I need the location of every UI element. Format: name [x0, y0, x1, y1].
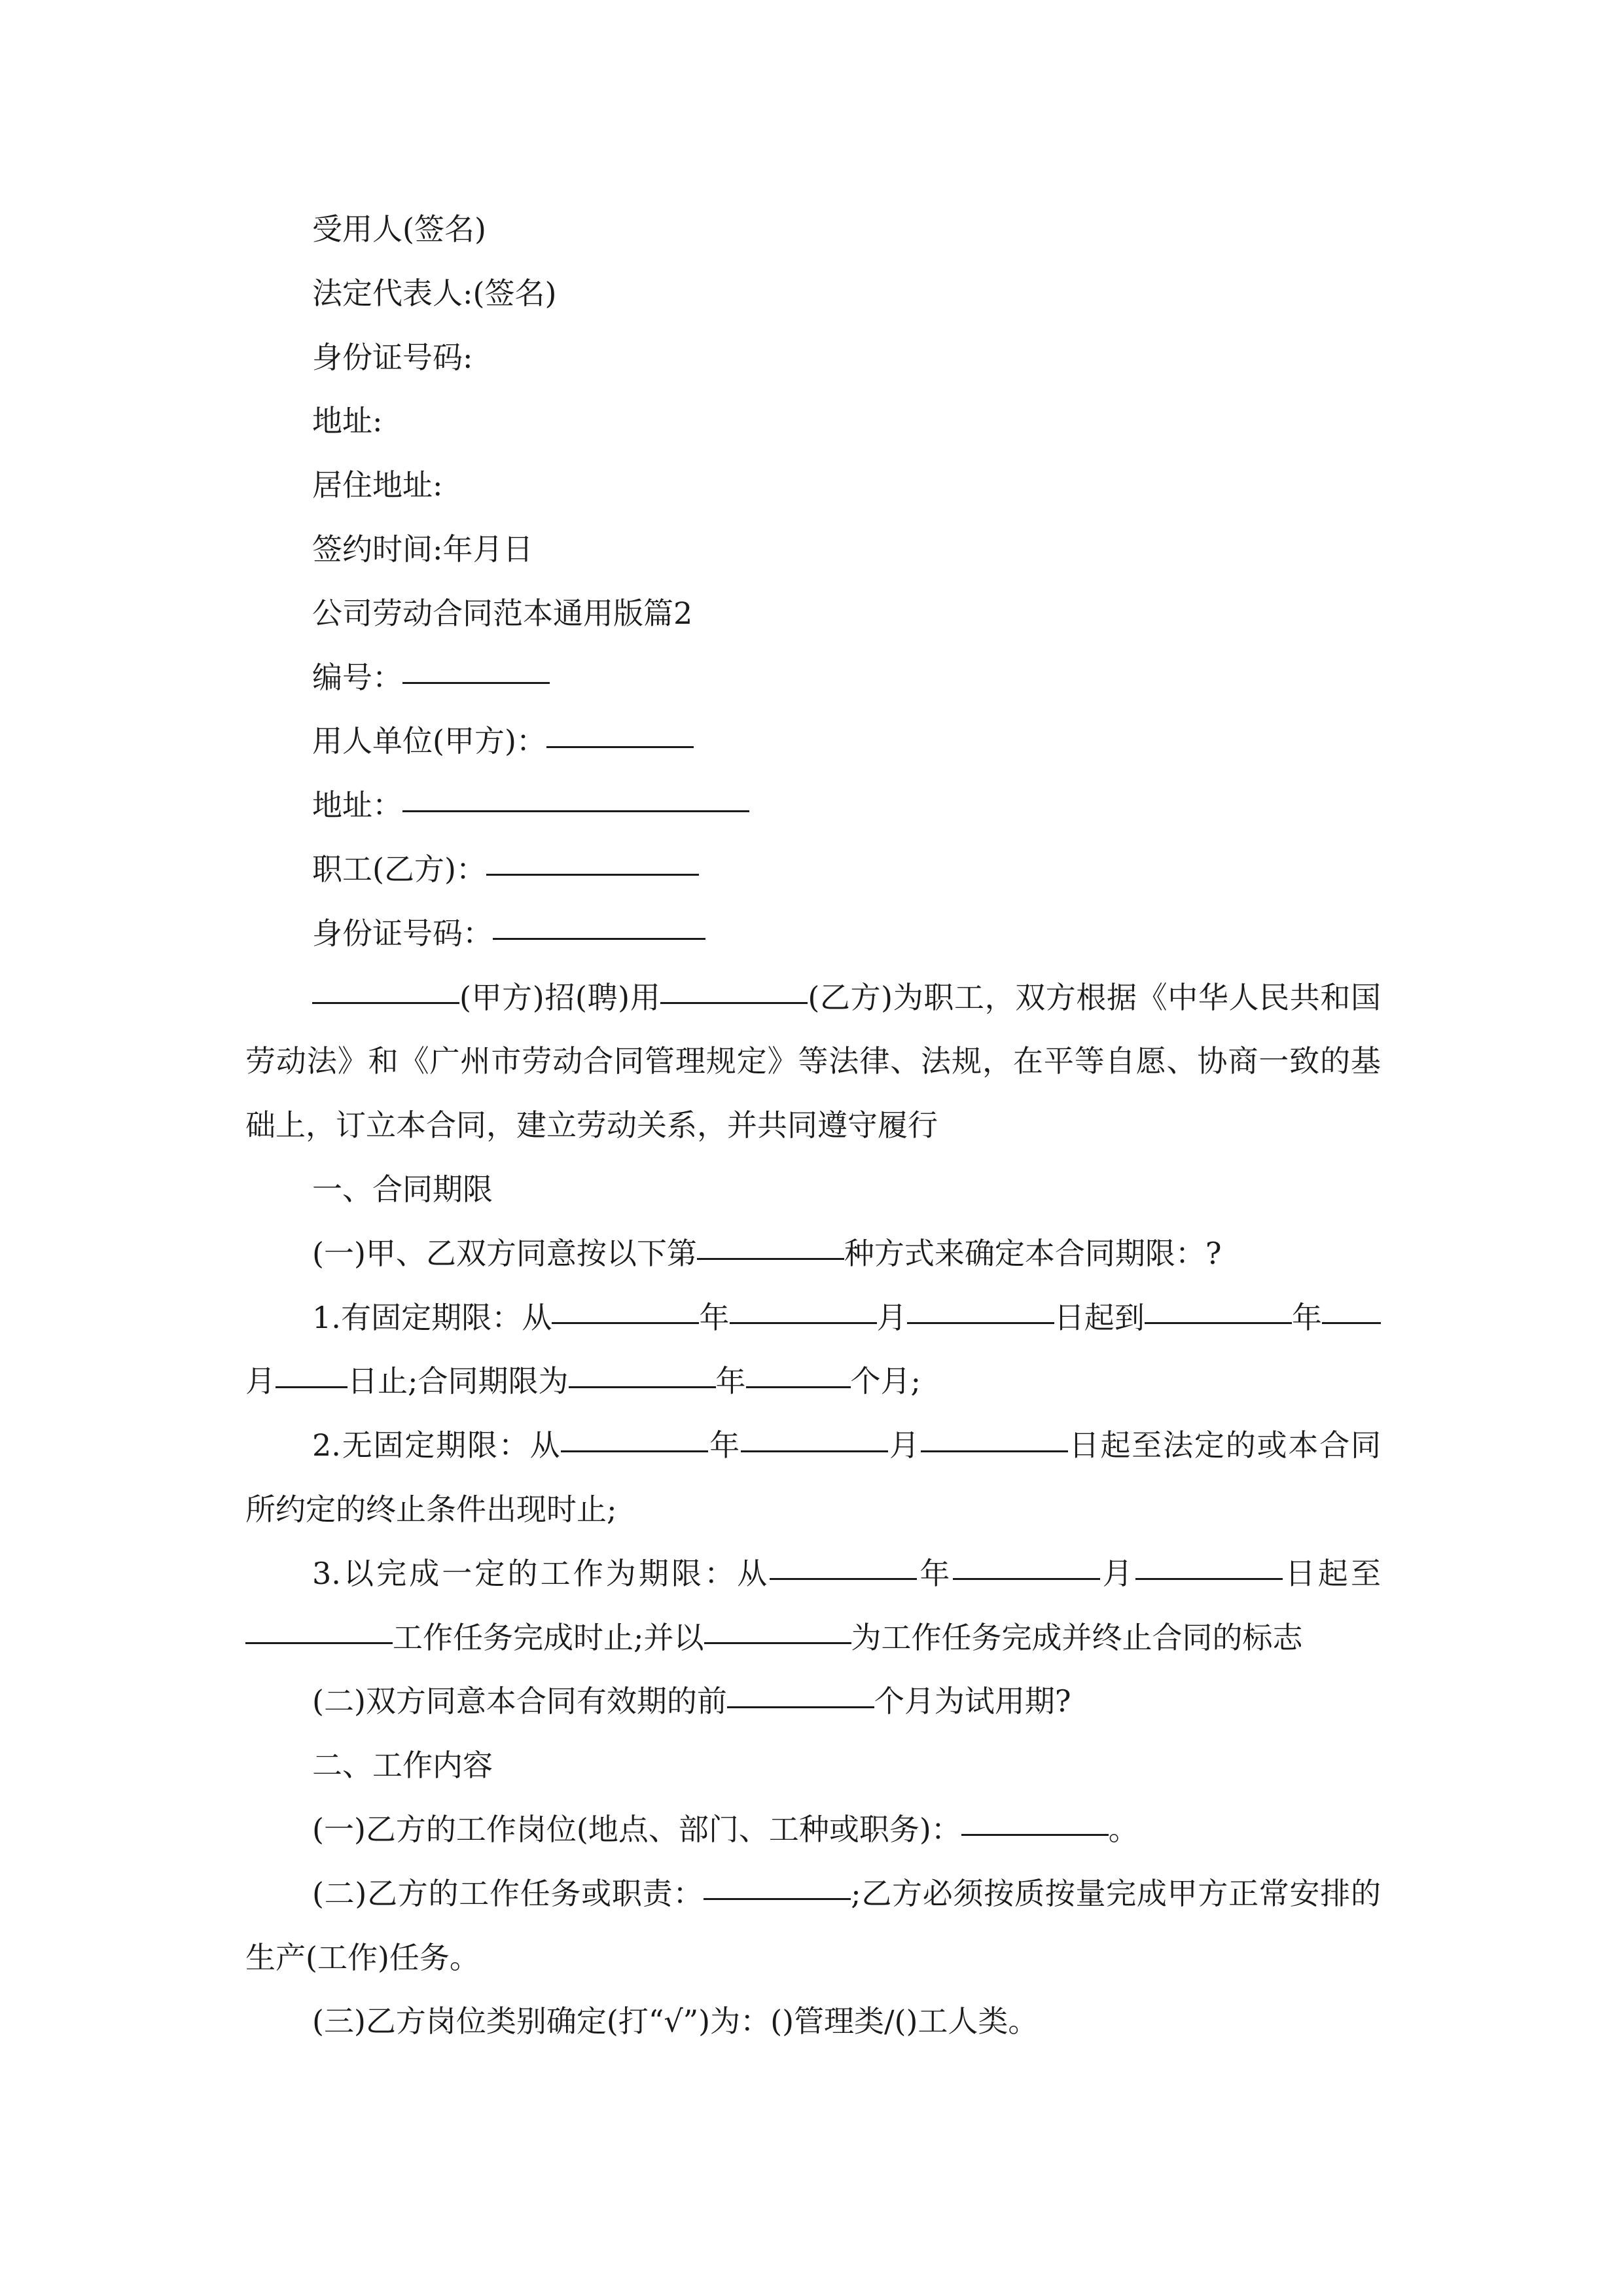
preamble-paragraph	[245, 966, 1381, 1158]
contract-page	[245, 198, 1381, 2054]
fixed-duration-years-blank[interactable]	[569, 1386, 716, 1388]
address-line: 地址:	[312, 403, 383, 439]
task-month-label: 月	[1099, 1555, 1135, 1591]
open-term-text-b: 日起至法定的或本合同所约定的终止条件出现时止;	[245, 1427, 1382, 1527]
open-start-year-blank[interactable]	[561, 1450, 708, 1452]
heading-work-content: 二、工作内容	[312, 1748, 493, 1784]
employee-signature-line: 受用人(签名)	[312, 211, 486, 247]
task-term-text-b: 工作任务完成时止;并以	[393, 1619, 704, 1655]
probation-text-b: 个月为试用期?	[874, 1683, 1071, 1719]
fixed-duration-year-label: 年	[715, 1363, 746, 1399]
open-term-paragraph	[245, 1414, 1381, 1542]
legal-representative-signature-line: 法定代表人:(签名)	[312, 275, 557, 311]
fixed-start-year-blank[interactable]	[552, 1321, 699, 1324]
employee-blank[interactable]	[486, 873, 699, 876]
fixed-duration-months-blank[interactable]	[746, 1386, 851, 1388]
job-position-period: 。	[1108, 1811, 1139, 1847]
signing-date-line: 签约时间:年月日	[312, 531, 533, 567]
employee-id-label: 身份证号码：	[312, 915, 493, 951]
employer-address-label: 地址：	[312, 787, 402, 823]
employer-blank[interactable]	[546, 745, 694, 748]
task-year-label: 年	[917, 1555, 953, 1591]
term-method-line	[245, 1222, 1381, 1286]
open-year-label: 年	[708, 1427, 741, 1463]
fixed-end-month-blank[interactable]	[1322, 1321, 1381, 1324]
residence-address-line: 居住地址:	[312, 467, 443, 503]
job-position-line	[245, 1798, 1381, 1862]
task-completion-mark-blank[interactable]	[704, 1641, 851, 1644]
job-duties-text-a: (二)乙方的工作任务或职责：	[312, 1875, 704, 1911]
open-start-month-blank[interactable]	[741, 1450, 888, 1452]
fixed-start-day-blank[interactable]	[907, 1321, 1054, 1324]
term-method-text-a: (一)甲、乙双方同意按以下第	[312, 1235, 697, 1271]
task-start-month-blank[interactable]	[953, 1577, 1100, 1580]
id-number-line: 身份证号码:	[312, 339, 473, 375]
contract-number-blank[interactable]	[402, 681, 550, 684]
task-until-label: 日起至	[1282, 1555, 1382, 1591]
job-duties-paragraph	[245, 1862, 1381, 1990]
employer-field	[245, 709, 1381, 774]
fixed-start-month-blank[interactable]	[730, 1321, 877, 1324]
contract-number-field	[245, 646, 1381, 710]
term-method-text-b: 种方式来确定本合同期限：?	[844, 1235, 1222, 1271]
probation-text-a: (二)双方同意本合同有效期的前	[312, 1683, 727, 1719]
job-duties-text-b: ;乙方必须按质按量完成甲方正常安排的生产(工作)任务。	[245, 1875, 1381, 1975]
employer-address-field	[245, 774, 1381, 838]
contract-number-label: 编号：	[312, 659, 402, 695]
section-title: 公司劳动合同范本通用版篇2	[312, 595, 693, 631]
employee-id-blank[interactable]	[493, 937, 705, 940]
employer-name-blank[interactable]	[312, 1001, 459, 1004]
employer-address-blank[interactable]	[402, 810, 749, 812]
employee-field	[245, 838, 1381, 902]
fixed-month-label: 月	[876, 1299, 907, 1335]
open-month-label: 月	[888, 1427, 921, 1463]
task-term-text-a: 3.以完成一定的工作为期限：从	[312, 1555, 770, 1591]
probation-line	[245, 1670, 1381, 1734]
fixed-end-month-label: 月	[245, 1363, 276, 1399]
fixed-year-label: 年	[699, 1299, 730, 1335]
fixed-until-label: 日起到	[1054, 1299, 1145, 1335]
fixed-term-text-a: 1.有固定期限：从	[312, 1299, 552, 1335]
probation-months-blank[interactable]	[727, 1706, 874, 1708]
task-term-paragraph	[245, 1542, 1381, 1670]
fixed-term-paragraph	[245, 1286, 1381, 1414]
heading-contract-term: 一、合同期限	[312, 1171, 493, 1207]
fixed-end-day-blank[interactable]	[276, 1386, 348, 1388]
open-start-day-blank[interactable]	[921, 1450, 1068, 1452]
employee-label: 职工(乙方)：	[312, 851, 486, 887]
job-category-line: (三)乙方岗位类别确定(打“√”)为：()管理类/()工人类。	[312, 2003, 1039, 2039]
job-position-text: (一)乙方的工作岗位(地点、部门、工种或职务)：	[312, 1811, 961, 1847]
job-position-blank[interactable]	[961, 1833, 1109, 1836]
open-term-text-a: 2.无固定期限：从	[312, 1427, 562, 1463]
term-method-blank[interactable]	[697, 1257, 844, 1260]
employer-label: 用人单位(甲方)：	[312, 723, 546, 759]
preamble-text-a: (甲方)招(聘)用	[459, 979, 661, 1015]
fixed-duration-label: 日止;合同期限为	[348, 1363, 569, 1399]
fixed-duration-month-label: 个月;	[850, 1363, 921, 1399]
job-duties-blank[interactable]	[704, 1897, 851, 1900]
task-start-day-blank[interactable]	[1135, 1577, 1283, 1580]
fixed-end-year-label: 年	[1291, 1299, 1323, 1335]
preamble-text-b: (乙方)为职工，双方根据《中华人民共和国劳动法》和《广州市劳动合同管理规定》等法律、法规，在平等自愿、协商一致的基础上，订立本合同，建立劳动关系，并共同遵守履行	[245, 979, 1381, 1143]
task-term-text-c: 为工作任务完成并终止合同的标志	[851, 1619, 1303, 1655]
employee-name-blank[interactable]	[660, 1001, 808, 1004]
employee-id-field	[245, 902, 1381, 966]
task-work-blank[interactable]	[245, 1641, 393, 1644]
task-start-year-blank[interactable]	[770, 1577, 917, 1580]
fixed-end-year-blank[interactable]	[1145, 1321, 1292, 1324]
